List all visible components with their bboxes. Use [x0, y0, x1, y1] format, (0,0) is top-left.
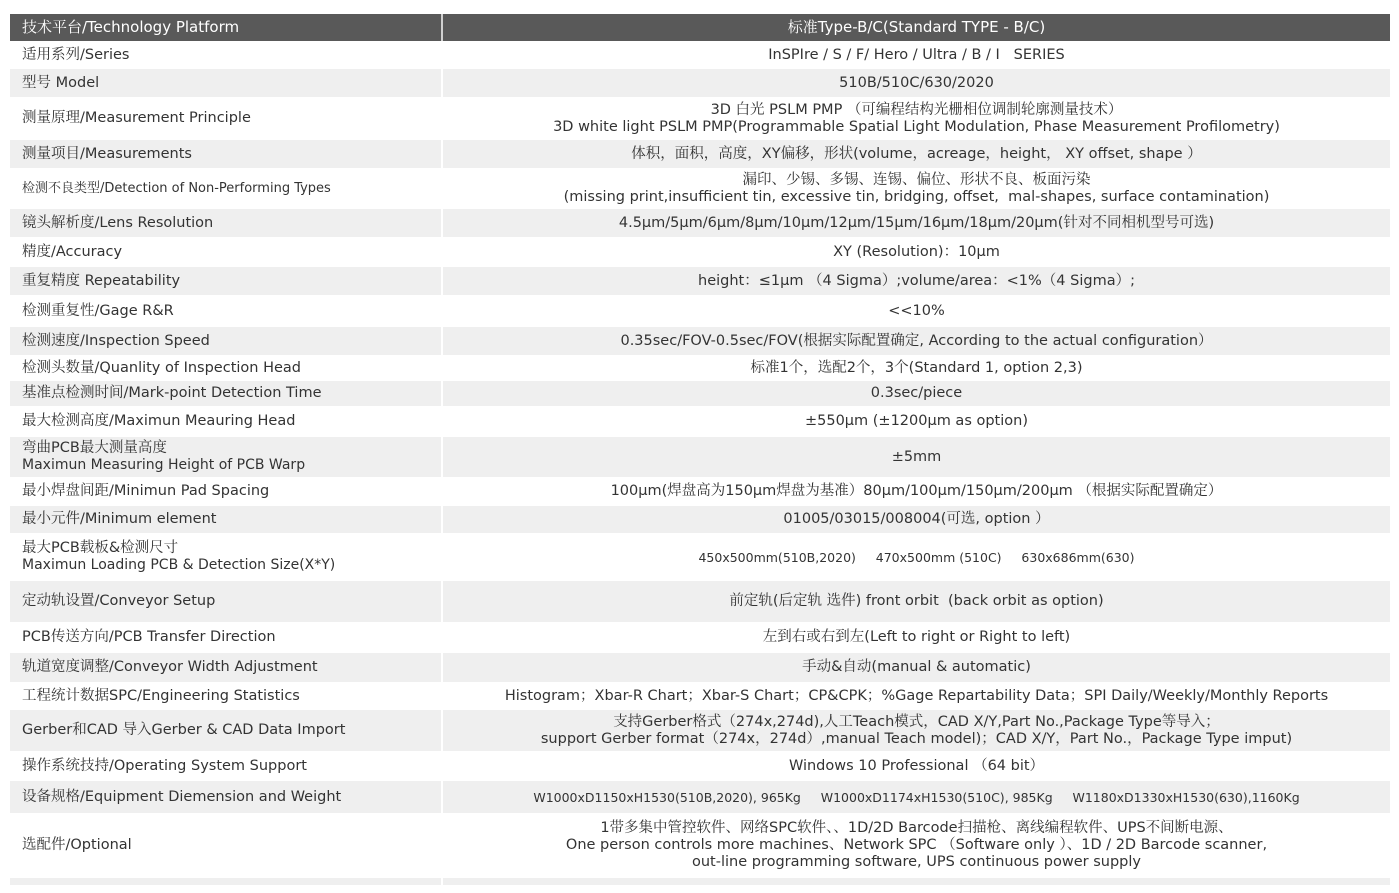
row-label-line: 适用系列/Series — [22, 46, 130, 63]
row-label-line: 工程统计数据SPC/Engineering Statistics — [22, 687, 300, 704]
row-value — [443, 97, 1390, 140]
row-label-line: 最小元件/Minimum element — [22, 511, 217, 527]
row-label — [10, 781, 443, 813]
table-row — [10, 653, 1390, 682]
row-label — [10, 41, 443, 69]
table-row — [10, 168, 1390, 209]
row-label — [10, 813, 443, 878]
row-value-line: 100µm(焊盘高为150µm焊盘为基准）80µm/100µm/150µm/200µm （根据实际配置确定） — [610, 483, 1223, 499]
row-label-line: 最大PCB载板&检测尺寸 — [22, 540, 179, 556]
row-value — [443, 381, 1390, 406]
row-value-line: 支持Gerber格式（274x,274d),人工Teach模式，CAD X/Y,Part No.,Package Type等导入； — [613, 713, 1220, 730]
row-label — [10, 710, 443, 751]
row-label — [10, 69, 443, 97]
table-row — [10, 295, 1390, 327]
row-value-line: out-line programming software, UPS continuous power supply — [691, 854, 1141, 870]
table-row — [10, 682, 1390, 710]
row-value — [443, 653, 1390, 682]
row-value-line: 前定轨(后定轨 选件) front orbit (back orbit as option) — [729, 593, 1104, 609]
row-label-line: 轨道宽度调整/Conveyor Width Adjustment — [22, 659, 318, 675]
row-value-line: 手动&自动(manual & automatic) — [802, 659, 1031, 675]
row-label-line: 精度/Accuracy — [22, 243, 123, 260]
row-value-line: 漏印、少锡、多锡、连锡、偏位、形状不良、板面污染 — [742, 171, 1091, 188]
row-label — [10, 355, 443, 381]
row-value — [443, 781, 1390, 813]
row-label-line: 最大检测高度/Maximun Meauring Head — [22, 413, 296, 429]
row-value-line: <<10% — [888, 302, 945, 319]
table-row — [10, 437, 1390, 477]
row-label-line: 测量项目/Measurements — [22, 145, 192, 162]
row-label-line: 检测不良类型/Detection of Non-Performing Types — [22, 181, 331, 196]
row-label-line: 弯曲PCB最大测量高度 — [22, 440, 167, 456]
table-row — [10, 751, 1390, 781]
row-label-line: 型号 Model — [22, 74, 100, 91]
row-value — [443, 209, 1390, 237]
row-value — [443, 581, 1390, 622]
table-row — [10, 813, 1390, 878]
header-value: 标准Type-B/C(Standard TYPE - B/C) — [443, 14, 1390, 41]
row-value-line: 1带多集中管控软件、网络SPC软件、、1D/2D Barcode扫描枪、离线编程软件、UPS不间断电源、 — [600, 820, 1233, 836]
row-value — [443, 622, 1390, 653]
table-row — [10, 506, 1390, 533]
row-label — [10, 581, 443, 622]
table-row — [10, 209, 1390, 237]
row-label-line: 测量原理/Measurement Principle — [22, 110, 251, 126]
row-value — [443, 406, 1390, 437]
row-value — [443, 355, 1390, 381]
row-label-line: 检测头数量/Quanlity of Inspection Head — [22, 359, 301, 376]
row-value — [443, 710, 1390, 751]
row-value-line: One person controls more machines、Network SPC （Software only ）、1D / 2D Barcode scanner, — [565, 837, 1268, 853]
table-row — [10, 69, 1390, 97]
row-value — [443, 140, 1390, 168]
row-label — [10, 622, 443, 653]
row-value — [443, 813, 1390, 878]
row-value-line: height：≤1µm （4 Sigma）;volume/area：<1%（4 Sigma）; — [698, 272, 1135, 289]
table-row — [10, 781, 1390, 813]
table-row — [10, 477, 1390, 506]
row-label — [10, 406, 443, 437]
row-value — [443, 69, 1390, 97]
row-label — [10, 751, 443, 781]
row-label — [10, 97, 443, 140]
row-value-line: W1000xD1150xH1530(510B,2020), 965Kg W1000xD1174xH1530(510C), 985Kg W1180xD1330xH1530(630),1160Kg — [533, 789, 1300, 805]
table-row — [10, 381, 1390, 406]
row-label — [10, 327, 443, 355]
row-label-line: 检测速度/Inspection Speed — [22, 332, 210, 349]
row-value-line: 3D 白光 PSLM PMP （可编程结构光栅相位调制轮廓测量技术） — [710, 101, 1123, 118]
row-label-line: 定动轨设置/Conveyor Setup — [22, 593, 216, 609]
table-footer-strip — [10, 878, 1390, 885]
row-label — [10, 533, 443, 581]
row-value — [443, 477, 1390, 506]
table-row — [10, 97, 1390, 140]
row-label — [10, 168, 443, 209]
row-value-line: ±5mm — [891, 448, 942, 465]
row-value-line: 标准1个，选配2个，3个(Standard 1, option 2,3) — [750, 359, 1083, 376]
header-label: 技术平台/Technology Platform — [10, 14, 443, 41]
row-value-line: 0.3sec/piece — [870, 385, 963, 401]
row-value-line: XY (Resolution)：10µm — [833, 243, 1000, 260]
row-value-line: 0.35sec/FOV-0.5sec/FOV(根据实际配置确定, According to the actual configuration） — [620, 332, 1213, 349]
row-label-line: 重复精度 Repeatability — [22, 272, 181, 289]
row-value-line: 左到右或右到左(Left to right or Right to left) — [762, 629, 1071, 645]
table-row — [10, 140, 1390, 168]
row-label — [10, 682, 443, 710]
table-row — [10, 581, 1390, 622]
spec-table — [10, 14, 1390, 885]
row-value-line: 4.5µm/5µm/6µm/8µm/10µm/12µm/15µm/16µm/18µm/20µm(针对不同相机型号可选) — [618, 214, 1215, 231]
row-value-line: 510B/510C/630/2020 — [839, 74, 994, 91]
table-row — [10, 237, 1390, 267]
row-label — [10, 653, 443, 682]
row-label-line: Maximun Loading PCB & Detection Size(X*Y) — [22, 557, 336, 573]
row-label-line: Maximun Measuring Height of PCB Warp — [22, 457, 306, 473]
row-label — [10, 267, 443, 295]
row-label-line: 操作系统技持/Operating System Support — [22, 757, 307, 774]
table-row — [10, 533, 1390, 581]
row-value-line: Histogram；Xbar-R Chart；Xbar-S Chart；CP&CPK；%Gage Repartability Data；SPI Daily/Weekly/Monthly Reports — [504, 687, 1329, 704]
row-value — [443, 237, 1390, 267]
row-value-line: 01005/03015/008004(可选, option ） — [783, 511, 1050, 527]
table-row — [10, 355, 1390, 381]
row-label — [10, 437, 443, 477]
row-value — [443, 41, 1390, 69]
table-row — [10, 710, 1390, 751]
row-label-line: 镜头解析度/Lens Resolution — [22, 214, 214, 231]
table-row — [10, 327, 1390, 355]
row-label — [10, 506, 443, 533]
row-value-line: (missing print,insufficient tin, excessive tin, bridging, offset, mal-shapes, surface contamination) — [563, 188, 1270, 205]
row-value-line: 3D white light PSLM PMP(Programmable Spatial Light Modulation, Phase Measurement Profilometry) — [553, 118, 1280, 135]
row-value-line: InSPIre / S / F/ Hero / Ultra / B / I SERIES — [768, 46, 1065, 63]
row-value-line: ±550µm (±1200µm as option) — [804, 413, 1028, 429]
table-row — [10, 41, 1390, 69]
row-value-line: support Gerber format（274x，274d）,manual Teach model)；CAD X/Y，Part No.，Package Type imput) — [540, 730, 1293, 747]
row-label — [10, 237, 443, 267]
row-value-line: 450x500mm(510B,2020) 470x500mm (510C) 630x686mm(630) — [698, 549, 1135, 565]
table-header — [10, 14, 1390, 41]
row-value-line: Windows 10 Professional （64 bit） — [788, 757, 1045, 774]
row-label-line: 检测重复性/Gage R&R — [22, 302, 174, 319]
row-label — [10, 295, 443, 327]
row-label-line: 设备规格/Equipment Diemension and Weight — [22, 788, 342, 805]
row-value — [443, 267, 1390, 295]
row-value — [443, 751, 1390, 781]
row-value — [443, 533, 1390, 581]
row-value — [443, 437, 1390, 477]
row-value — [443, 682, 1390, 710]
row-value — [443, 295, 1390, 327]
row-label-line: 基准点检测时间/Mark-point Detection Time — [22, 385, 322, 401]
row-value — [443, 506, 1390, 533]
table-row — [10, 406, 1390, 437]
row-label-line: PCB传送方向/PCB Transfer Direction — [22, 629, 276, 645]
row-label-line: 选配件/Optional — [22, 837, 132, 853]
row-label — [10, 477, 443, 506]
table-row — [10, 622, 1390, 653]
row-value-line: 体积，面积，高度，XY偏移，形状(volume，acreage，height， XY offset, shape ） — [631, 145, 1202, 162]
row-label — [10, 381, 443, 406]
row-label-line: 最小焊盘间距/Minimun Pad Spacing — [22, 483, 270, 499]
row-value — [443, 168, 1390, 209]
row-label — [10, 209, 443, 237]
row-label — [10, 140, 443, 168]
table-row — [10, 267, 1390, 295]
row-value — [443, 327, 1390, 355]
row-label-line: Gerber和CAD 导入Gerber & CAD Data Import — [22, 722, 346, 738]
